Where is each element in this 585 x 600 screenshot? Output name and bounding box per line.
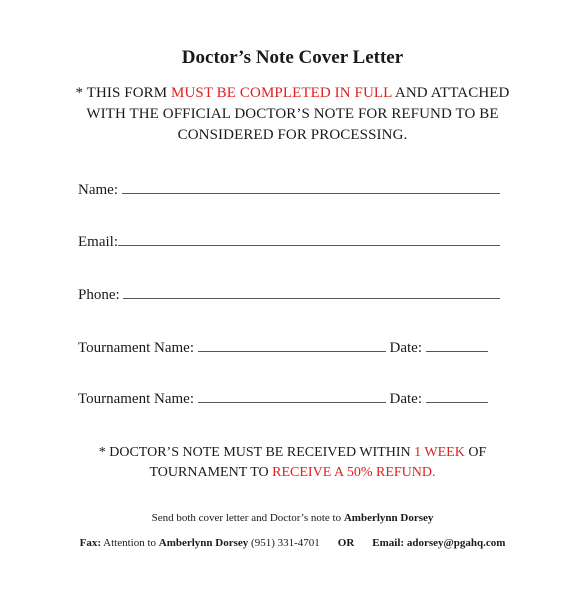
tournament-label: Tournament Name:: [78, 340, 194, 356]
tournament-input-line[interactable]: [198, 390, 386, 403]
tournament-row-2: [78, 390, 488, 408]
name-field: [78, 181, 500, 199]
notice-line-3: CONSIDERED FOR PROCESSING.: [177, 127, 408, 143]
or-separator: OR: [337, 537, 355, 549]
notice-suffix: AND ATTACHED: [391, 85, 510, 101]
date-input-line[interactable]: [426, 390, 488, 403]
refund-note-text: OF: [464, 445, 487, 460]
refund-note: [40, 443, 545, 483]
page-title: Doctor’s Note Cover Letter: [181, 47, 404, 68]
phone-input-line[interactable]: [123, 286, 500, 299]
date-label: Date:: [389, 340, 422, 356]
notice-highlight: MUST BE COMPLETED IN FULL: [171, 85, 392, 101]
fax-attention: Attention to: [101, 537, 159, 549]
tournament-input-line[interactable]: [198, 339, 386, 352]
notice-line-2: WITH THE OFFICIAL DOCTOR’S NOTE FOR REFUND TO BE: [86, 106, 499, 122]
send-instructions: [0, 512, 585, 524]
phone-field: [78, 286, 500, 304]
date-input-line[interactable]: [426, 339, 488, 352]
notice-line-1: [40, 83, 545, 104]
refund-note-text: * DOCTOR’S NOTE MUST BE RECEIVED WITHIN: [98, 445, 415, 460]
name-input-line[interactable]: [122, 181, 500, 194]
tournament-label: Tournament Name:: [78, 391, 194, 407]
date-label: Date:: [389, 391, 422, 407]
send-recipient: Amberlynn Dorsey: [343, 512, 434, 524]
email-input-line[interactable]: [118, 233, 500, 246]
contact-line: [0, 537, 585, 549]
refund-note-line-1: [40, 443, 545, 463]
refund-note-deadline: 1 WEEK: [414, 445, 465, 460]
fax-label: Fax:: [79, 537, 102, 549]
email-address[interactable]: adorsey@pgahq.com: [406, 537, 506, 549]
notice-prefix: * THIS FORM: [75, 85, 172, 101]
refund-note-line-2: [40, 463, 545, 483]
completion-notice: [40, 83, 545, 146]
fax-number: (951) 331-4701: [248, 537, 320, 549]
phone-label: Phone:: [78, 287, 120, 303]
refund-note-amount: RECEIVE A 50% REFUND.: [272, 465, 436, 480]
fax-recipient: Amberlynn Dorsey: [158, 537, 249, 549]
tournament-row-1: [78, 339, 488, 357]
refund-note-text: TOURNAMENT TO: [149, 465, 273, 480]
email-contact-label: Email:: [372, 537, 405, 549]
name-label: Name:: [78, 182, 118, 198]
email-label: Email:: [78, 234, 118, 250]
send-text: Send both cover letter and Doctor’s note to: [151, 512, 344, 524]
email-field: [78, 233, 500, 251]
